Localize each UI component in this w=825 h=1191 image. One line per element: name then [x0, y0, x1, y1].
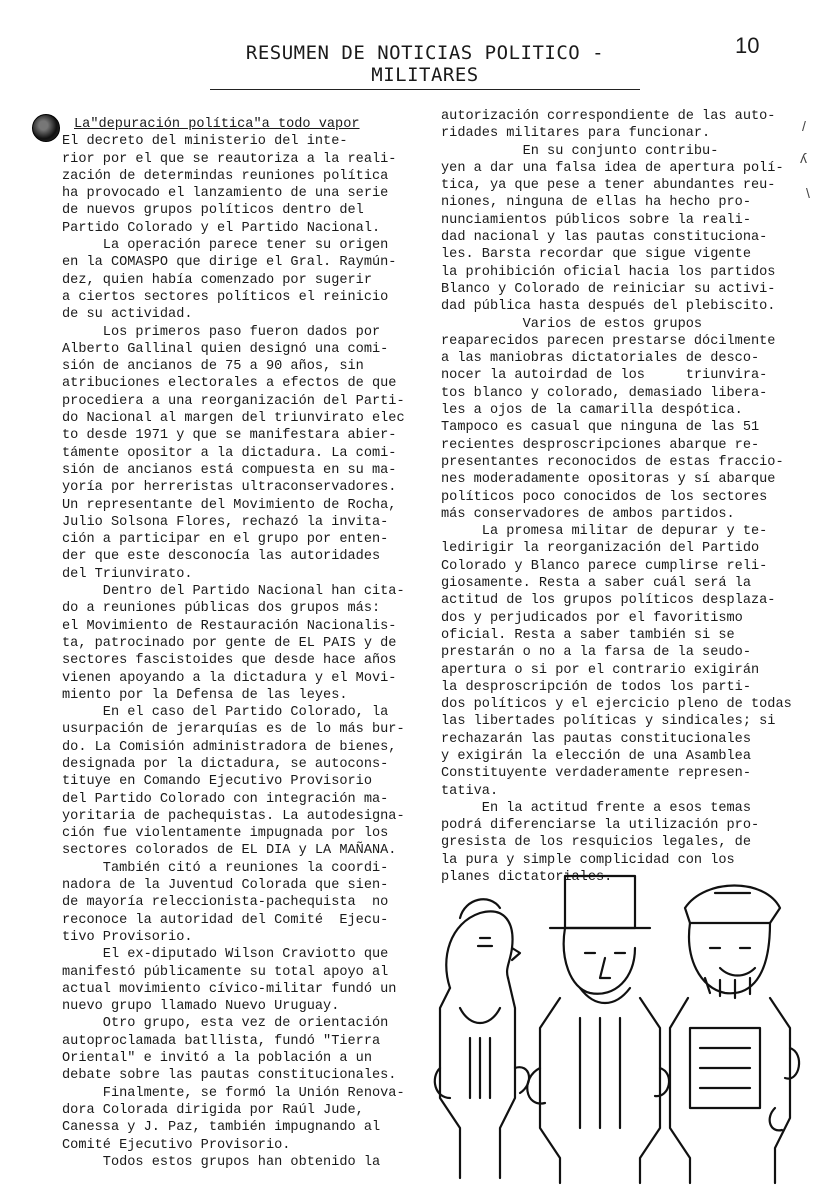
text-line: yoritaria de pachequistas. La autodesigna-	[62, 808, 405, 824]
text-line: Comité Ejecutivo Provisorio.	[62, 1137, 291, 1153]
text-line: oficial. Resta a saber también si se	[441, 627, 735, 643]
text-line: podrá diferenciarse la utilización pro-	[441, 818, 760, 834]
text-line: actitud de los grupos políticos desplaza-	[441, 593, 776, 609]
text-line: En el caso del Partido Colorado, la	[62, 705, 389, 721]
text-line: sión de ancianos de 75 a 90 años, sin	[62, 359, 364, 375]
text-line: de nuevos grupos políticos dentro del	[62, 203, 364, 219]
text-line: ción fue violentamente impugnada por los	[62, 826, 389, 842]
text-line: dos políticos y el ejercicio pleno de todas	[441, 697, 792, 713]
seal-icon	[32, 114, 60, 142]
margin-mark-icon: /	[802, 118, 806, 134]
text-line: sectores fascistoides que desde hace años	[62, 653, 397, 669]
text-line: Dentro del Partido Nacional han cita-	[62, 584, 405, 600]
text-line: Los primeros paso fueron dados por	[62, 324, 381, 340]
text-line: zación de determindas reuniones política	[62, 168, 389, 184]
text-line: procediera a una reorganización del Parti-	[62, 393, 405, 409]
text-line: Canessa y J. Paz, también impugnando al	[62, 1120, 381, 1136]
text-line: tivo Provisorio.	[62, 929, 193, 945]
text-line: niones, ninguna de ellas ha hecho pro-	[441, 195, 751, 211]
text-line: Colorado y Blanco parece cumplirse reli-	[441, 558, 768, 574]
text-line: de su actividad.	[62, 307, 193, 323]
text-line: Constituyente verdaderamente represen-	[441, 766, 751, 782]
text-line: manifestó públicamente su total apoyo al	[62, 964, 389, 980]
caricature-three-politicians-illustration	[420, 868, 805, 1186]
text-line: Tampoco es casual que ninguna de las 51	[441, 420, 760, 436]
text-line: nunciamientos públicos sobre la reali-	[441, 212, 751, 228]
text-line: ta, patrocinado por gente de EL PAIS y de	[62, 635, 397, 651]
text-line: El decreto del ministerio del inte-	[62, 134, 348, 150]
text-line: La promesa militar de depurar y te-	[441, 524, 768, 540]
text-line: ha provocado el lanzamiento de una serie	[62, 186, 389, 202]
text-line: rechazarán las pautas constitucionales	[441, 731, 751, 747]
text-line: dos y perjudicados por el favoritismo	[441, 610, 743, 626]
text-line: en la COMASPO que dirige el Gral. Raymún-	[62, 255, 397, 271]
text-line: dora Colorada dirigida por Raúl Jude,	[62, 1102, 364, 1118]
text-line: de mayoría releccionista-pachequista no	[62, 895, 389, 911]
text-line: apertura o si por el contrario exigirán	[441, 662, 760, 678]
text-line: dad nacional y las pautas constituciona-	[441, 230, 768, 246]
text-line: En la actitud frente a esos temas	[441, 800, 751, 816]
text-line: ridades militares para funcionar.	[441, 126, 711, 142]
text-line: recientes desproscripciones abarque re-	[441, 437, 760, 453]
text-line: giosamente. Resta a saber cuál será la	[441, 576, 751, 592]
text-line: les. Barsta recordar que sigue vigente	[441, 247, 751, 263]
text-line: sión de ancianos está compuesta en su ma-	[62, 462, 397, 478]
text-line: Finalmente, se formó la Unión Renova-	[62, 1085, 405, 1101]
text-line: y exigirán la elección de una Asamblea	[441, 748, 751, 764]
text-line: las libertades políticas y sindicales; si	[441, 714, 776, 730]
article-title: La"depuración política"a todo vapor	[74, 117, 360, 132]
text-line: yoría por herreristas ultraconservadores.	[62, 480, 397, 496]
text-line: nocer la autoirdad de los triunvira-	[441, 368, 768, 384]
text-line: Un representante del Movimiento de Rocha,	[62, 497, 397, 513]
text-line: sectores colorados de EL DIA y LA MAÑANA.	[62, 843, 397, 859]
text-line: El ex-diputado Wilson Craviotto que	[62, 947, 389, 963]
text-line: Otro grupo, esta vez de orientación	[62, 1016, 389, 1032]
margin-mark-icon: ʎ	[800, 150, 807, 166]
text-line: En su conjunto contribu-	[441, 143, 719, 159]
text-line: dez, quien había comenzado por sugerir	[62, 272, 372, 288]
text-line: la desproscripción de todos los parti-	[441, 679, 751, 695]
text-line: más conservadores de ambos partidos.	[441, 506, 735, 522]
text-line: designada por la dictadura, se autocons-	[62, 756, 389, 772]
page-number: 10	[735, 33, 760, 58]
right-column-text	[441, 108, 796, 886]
margin-mark-icon: \	[806, 185, 810, 201]
text-line: dad pública hasta después del plebiscito.	[441, 299, 776, 315]
text-line: debate sobre las pautas constitucionales.	[62, 1068, 397, 1084]
text-line: La operación parece tener su origen	[62, 238, 389, 254]
text-line: autorización correspondiente de las auto-	[441, 109, 776, 124]
text-line: gresista de los resquicios legales, de	[441, 835, 751, 851]
text-line: También citó a reuniones la coordi-	[62, 860, 389, 876]
text-line: la pura y simple complicidad con los	[441, 852, 735, 868]
text-line: tativa.	[441, 783, 499, 799]
right-column	[441, 108, 796, 886]
text-line: tos blanco y colorado, demasiado libera-	[441, 385, 768, 401]
text-line: Todos estos grupos han obtenido la	[62, 1154, 381, 1170]
text-line: les a ojos de la camarilla despótica.	[441, 403, 743, 419]
text-line: del Partido Colorado con integración ma-	[62, 791, 389, 807]
text-line: autoproclamada batllista, fundó "Tierra	[62, 1033, 381, 1049]
text-line: a las maniobras dictatoriales de desco-	[441, 351, 760, 367]
text-line: Oriental" e invitó a la población a un	[62, 1051, 372, 1067]
text-line: vienen apoyando a la dictadura y el Movi-	[62, 670, 397, 686]
text-line: der que este desconocía las autoridades	[62, 549, 381, 565]
text-line: do Nacional al margen del triunvirato elec	[62, 411, 405, 427]
text-line: ción a participar en el grupo por enten-	[62, 532, 389, 548]
text-line: prestarán o no a la farsa de la seudo-	[441, 645, 751, 661]
text-line: do. La Comisión administradora de bienes,	[62, 739, 397, 755]
text-line: políticos poco conocidos de los sectores	[441, 489, 768, 505]
left-column	[62, 116, 405, 1171]
text-line: to desde 1971 y que se manifestara abier-	[62, 428, 397, 444]
text-line: yen a dar una falsa idea de apertura polí-	[441, 160, 784, 176]
text-line: atribuciones electorales a efectos de que	[62, 376, 397, 392]
left-column-text	[62, 133, 405, 1171]
text-line: rior por el que se reautoriza a la reali-	[62, 151, 397, 167]
text-line: presentantes reconocidos de estas fraccio-	[441, 454, 784, 470]
text-line: Julio Solsona Flores, rechazó la invita-	[62, 514, 389, 530]
text-line: reaparecidos parecen prestarse dócilmente	[441, 333, 776, 349]
text-line: do a reuniones públicas dos grupos más:	[62, 601, 381, 617]
text-line: Blanco y Colorado de reiniciar su activi-	[441, 281, 776, 297]
text-line: el Movimiento de Restauración Nacionalis-	[62, 618, 397, 634]
text-line: nes moderadamente opositoras y sí abarque	[441, 472, 776, 488]
text-line: miento por la Defensa de las leyes.	[62, 687, 348, 703]
text-line: actual movimiento cívico-militar fundó un	[62, 981, 397, 997]
text-line: la prohibición oficial hacia los partidos	[441, 264, 776, 280]
text-line: a ciertos sectores políticos el reinicio	[62, 289, 389, 305]
text-line: Partido Colorado y el Partido Nacional.	[62, 220, 381, 236]
text-line: planes dictatoriales.	[441, 870, 613, 886]
text-line: Alberto Gallinal quien designó una comi-	[62, 341, 389, 357]
text-line: tica, ya que pese a tener abundantes reu-	[441, 178, 776, 194]
text-line: támente opositor a la dictadura. La comi-	[62, 445, 397, 461]
text-line: nadora de la Juventud Colorada que sien-	[62, 878, 389, 894]
text-line: Varios de estos grupos	[441, 316, 703, 332]
page-header-title: RESUMEN DE NOTICIAS POLITICO - MILITARES	[210, 42, 640, 90]
text-line: tituye en Comando Ejecutivo Provisorio	[62, 774, 372, 790]
text-line: reconoce la autoridad del Comité Ejecu-	[62, 912, 389, 928]
text-line: del Triunvirato.	[62, 566, 193, 582]
text-line: usurpación de jerarquías es de lo más bur-	[62, 722, 405, 738]
text-line: ledirigir la reorganización del Partido	[441, 541, 760, 557]
text-line: nuevo grupo llamado Nuevo Uruguay.	[62, 999, 340, 1015]
